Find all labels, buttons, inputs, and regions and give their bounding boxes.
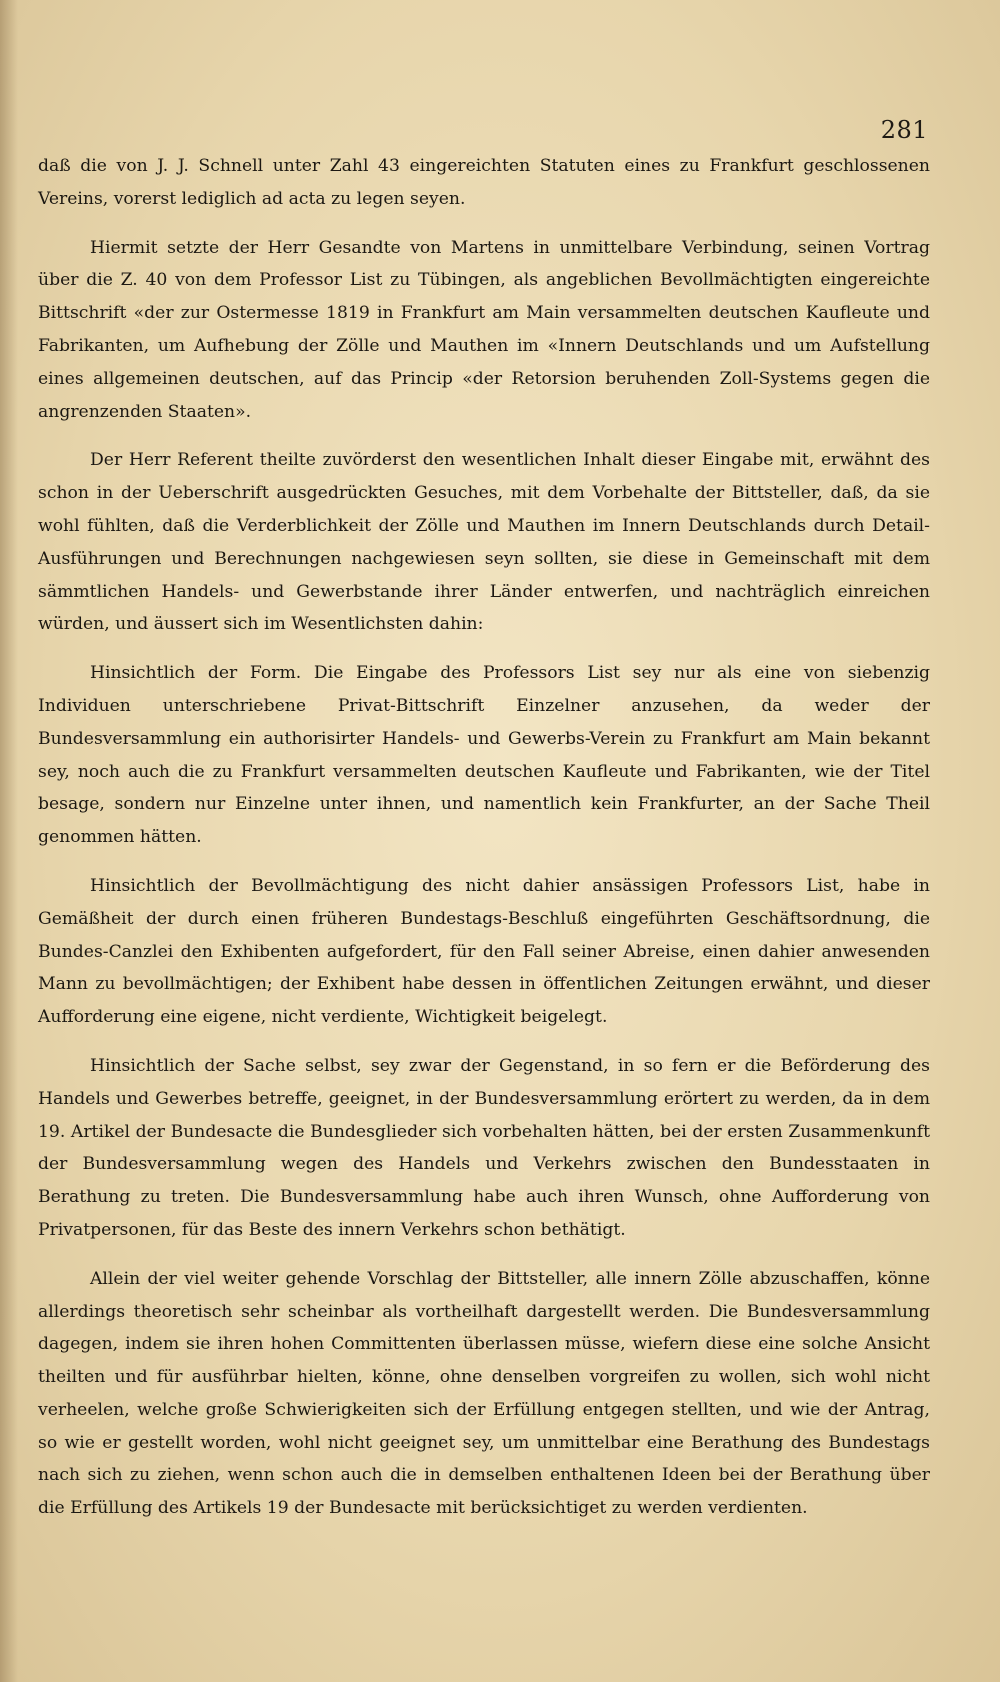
paragraph-1: daß die von J. J. Schnell unter Zahl 43 eingereichten Statuten eines zu Frankfurt geschlossenen Vereins, vorerst lediglich ad acta zu legen seyen.: [38, 156, 930, 209]
paragraph-4: Hinsichtlich der Form. Die Eingabe des Professors List sey nur als eine von siebenzig Individuen unterschriebene Privat-Bittschrift Einzelner anzusehen, da weder der Bundesversammlung ein authorisirter Handels- und Gewerbs-Verein zu Frankfurt am Main bekannt sey, noch auch die zu Frankfurt versammelten deutschen Kaufleute und Fabrikanten, wie der Titel besage, sondern nur Einzelne unter ihnen, und namentlich kein Frankfurter, an der Sache Theil genommen hätten.: [38, 663, 930, 848]
paragraph-3: Der Herr Referent theilte zuvörderst den wesentlichen Inhalt dieser Eingabe mit, erwähnt des schon in der Ueberschrift ausgedrückten Gesuches, mit dem Vorbehalte der Bittsteller, daß, da sie wohl fühlten, daß die Verderblichkeit der Zölle und Mauthen im Innern Deutschlands durch Detail-Ausführungen und Berechnungen nachgewiesen seyn sollten, sie diese in Gemeinschaft mit dem sämmtlichen Handels- und Gewerbstande ihrer Länder entwerfen, und nachträglich einreichen würden, und äussert sich im Wesentlichsten dahin:: [38, 450, 930, 635]
body-text: [38, 150, 930, 1541]
page-number: 281: [880, 116, 928, 144]
paragraph-5: Hinsichtlich der Bevollmächtigung des nicht dahier ansässigen Professors List, habe in Gemäßheit der durch einen früheren Bundestags-Beschluß eingeführten Geschäftsordnung, die Bundes-Canzlei den Exhibenten aufgefordert, für den Fall seiner Abreise, einen dahier anwesenden Mann zu bevollmächtigen; der Exhibent habe dessen in öffentlichen Zeitungen erwähnt, und dieser Aufforderung eine eigene, nicht verdiente, Wichtigkeit beigelegt.: [38, 875, 930, 1028]
paragraph-2: Hiermit setzte der Herr Gesandte von Martens in unmittelbare Verbindung, seinen Vortrag über die Z. 40 von dem Professor List zu Tübingen, als angeblichen Bevollmächtigten eingereichte Bittschrift «der zur Ostermesse 1819 in Frankfurt am Main versammelten deutschen Kaufleute und Fabrikanten, um Aufhebung der Zölle und Mauthen im «Innern Deutschlands und um Aufstellung eines allgemeinen deutschen, auf das Princip «der Retorsion beruhenden Zoll-Systems gegen die angrenzenden Staaten».: [38, 237, 930, 422]
paragraph-7: Allein der viel weiter gehende Vorschlag der Bittsteller, alle innern Zölle abzuschaffen, könne allerdings theoretisch sehr scheinbar als vortheilhaft dargestellt werden. Die Bundesversammlung dagegen, indem sie ihren hohen Committenten überlassen müsse, wiefern diese eine solche Ansicht theilten und für ausführbar hielten, könne, ohne denselben vorgreifen zu wollen, sich wohl nicht verheelen, welche große Schwierigkeiten sich der Erfüllung entgegen stellten, und wie der Antrag, so wie er gestellt worden, wohl nicht geeignet sey, um unmittelbar eine Berathung des Bundestags nach sich zu ziehen, wenn schon auch die in demselben enthaltenen Ideen bei der Berathung über die Erfüllung des Artikels 19 der Bundesacte mit berücksichtiget zu werden verdienten.: [38, 1268, 930, 1519]
paragraph-6: Hinsichtlich der Sache selbst, sey zwar der Gegenstand, in so fern er die Beförderung des Handels und Gewerbes betreffe, geeignet, in der Bundesversammlung erörtert zu werden, da in dem 19. Artikel der Bundesacte die Bundesglieder sich vorbehalten hätten, bei der ersten Zusammenkunft der Bundesversammlung wegen des Handels und Verkehrs zwischen den Bundesstaaten in Berathung zu treten. Die Bundesversammlung habe auch ihren Wunsch, ohne Aufforderung von Privatpersonen, für das Beste des innern Verkehrs schon bethätigt.: [38, 1055, 930, 1240]
